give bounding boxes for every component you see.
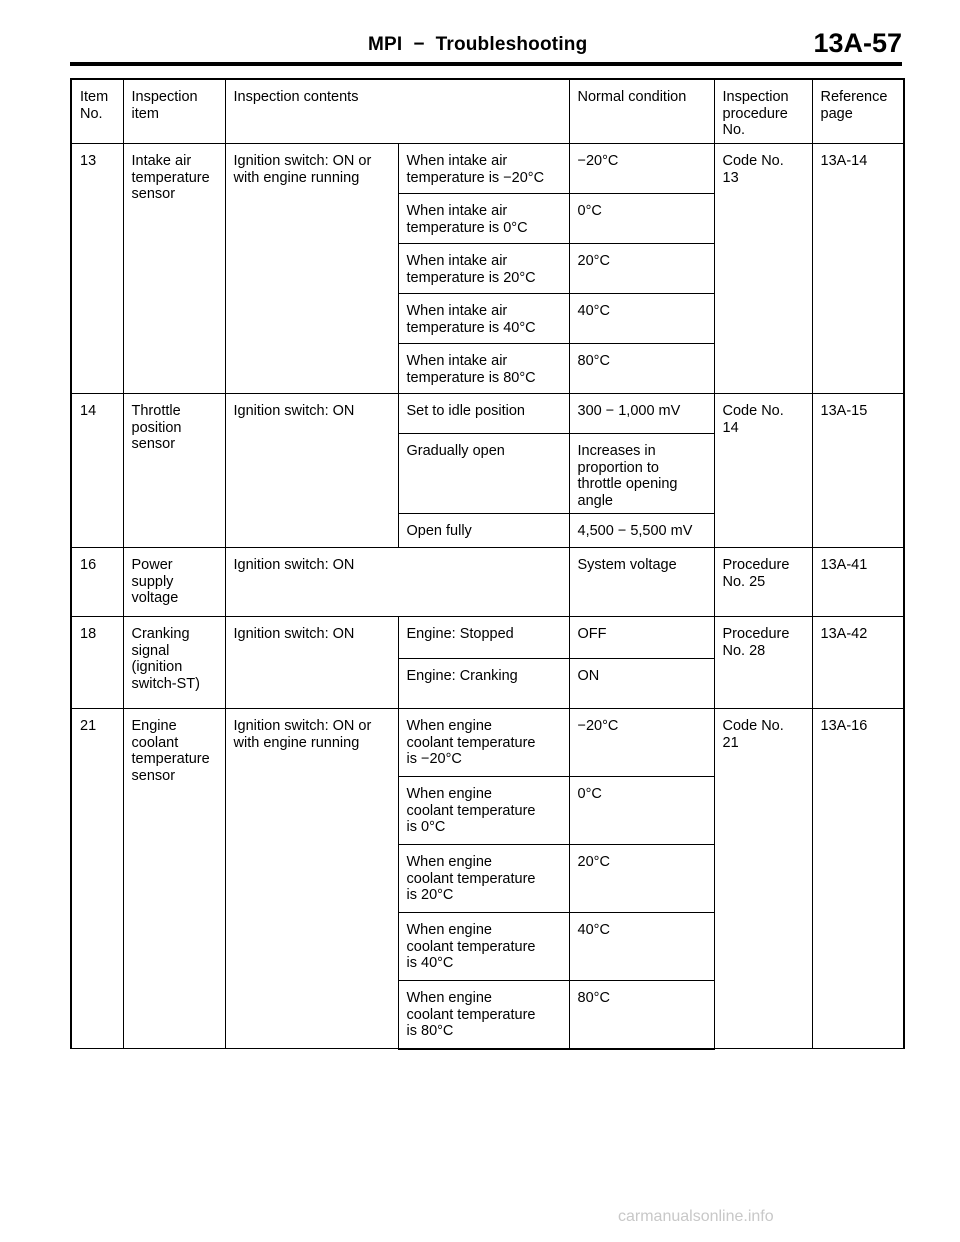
table-row (71, 548, 904, 617)
normal-condition: 4,500 − 5,500 mV (569, 514, 714, 548)
normal-condition: 20°C (569, 845, 714, 913)
normal-condition: −20°C (569, 144, 714, 194)
normal-condition: 80°C (569, 981, 714, 1049)
inspection-procedure: Code No. 14 (714, 394, 812, 548)
inspection-state: When engine coolant temperature is 80°C (398, 981, 569, 1049)
item-number: 14 (71, 394, 123, 548)
inspection-procedure: Code No. 13 (714, 144, 812, 394)
inspection-item: Engine coolant temperature sensor (123, 709, 225, 1049)
column-header: Inspection procedure No. (714, 79, 812, 144)
normal-condition: OFF (569, 617, 714, 659)
inspection-condition: Ignition switch: ON (225, 394, 398, 548)
inspection-condition: Ignition switch: ON or with engine running (225, 144, 398, 394)
normal-condition: 40°C (569, 294, 714, 344)
inspection-state: When engine coolant temperature is 40°C (398, 913, 569, 981)
inspection-item: Throttle position sensor (123, 394, 225, 548)
normal-condition: 40°C (569, 913, 714, 981)
column-header: Inspection contents (225, 79, 569, 144)
inspection-state: Engine: Stopped (398, 617, 569, 659)
inspection-state: Set to idle position (398, 394, 569, 434)
inspection-state: When engine coolant temperature is −20°C (398, 709, 569, 777)
inspection-state: When intake air temperature is −20°C (398, 144, 569, 194)
inspection-state: When intake air temperature is 40°C (398, 294, 569, 344)
reference-page: 13A-41 (812, 548, 904, 617)
inspection-procedure: Procedure No. 25 (714, 548, 812, 617)
reference-page: 13A-14 (812, 144, 904, 394)
normal-condition: 0°C (569, 777, 714, 845)
inspection-state: Engine: Cranking (398, 659, 569, 709)
inspection-procedure: Code No. 21 (714, 709, 812, 1049)
inspection-state: When engine coolant temperature is 20°C (398, 845, 569, 913)
table-row (71, 617, 904, 659)
inspection-condition: Ignition switch: ON or with engine running (225, 709, 398, 1049)
inspection-state: When intake air temperature is 0°C (398, 194, 569, 244)
normal-condition: 0°C (569, 194, 714, 244)
inspection-item: Cranking signal (ignition switch-ST) (123, 617, 225, 709)
column-header: Inspection item (123, 79, 225, 144)
page-header (70, 28, 902, 62)
page-number: 13A-57 (813, 28, 902, 58)
inspection-procedure: Procedure No. 28 (714, 617, 812, 709)
inspection-state: When intake air temperature is 20°C (398, 244, 569, 294)
reference-page: 13A-16 (812, 709, 904, 1049)
inspection-state: Open fully (398, 514, 569, 548)
item-number: 21 (71, 709, 123, 1049)
inspection-condition: Ignition switch: ON (225, 617, 398, 709)
inspection-state: Gradually open (398, 434, 569, 514)
normal-condition: 300 − 1,000 mV (569, 394, 714, 434)
column-header: Item No. (71, 79, 123, 144)
inspection-table (70, 78, 905, 1050)
reference-page: 13A-42 (812, 617, 904, 709)
normal-condition: 20°C (569, 244, 714, 294)
page-title: MPI − Troubleshooting (368, 34, 588, 55)
watermark: carmanualsonline.info (618, 1208, 774, 1225)
inspection-state: When engine coolant temperature is 0°C (398, 777, 569, 845)
table-header-row (71, 79, 904, 144)
normal-condition: −20°C (569, 709, 714, 777)
header-rule (70, 62, 902, 66)
inspection-condition: Ignition switch: ON (225, 548, 569, 617)
item-number: 16 (71, 548, 123, 617)
normal-condition: System voltage (569, 548, 714, 617)
reference-page: 13A-15 (812, 394, 904, 548)
table-row (71, 144, 904, 194)
column-header: Normal condition (569, 79, 714, 144)
item-number: 18 (71, 617, 123, 709)
inspection-item: Intake air temperature sensor (123, 144, 225, 394)
column-header: Reference page (812, 79, 904, 144)
table-row (71, 394, 904, 434)
inspection-state: When intake air temperature is 80°C (398, 344, 569, 394)
item-number: 13 (71, 144, 123, 394)
normal-condition: 80°C (569, 344, 714, 394)
inspection-item: Power supply voltage (123, 548, 225, 617)
normal-condition: ON (569, 659, 714, 709)
normal-condition: Increases in proportion to throttle opening angle (569, 434, 714, 514)
table-row (71, 709, 904, 777)
